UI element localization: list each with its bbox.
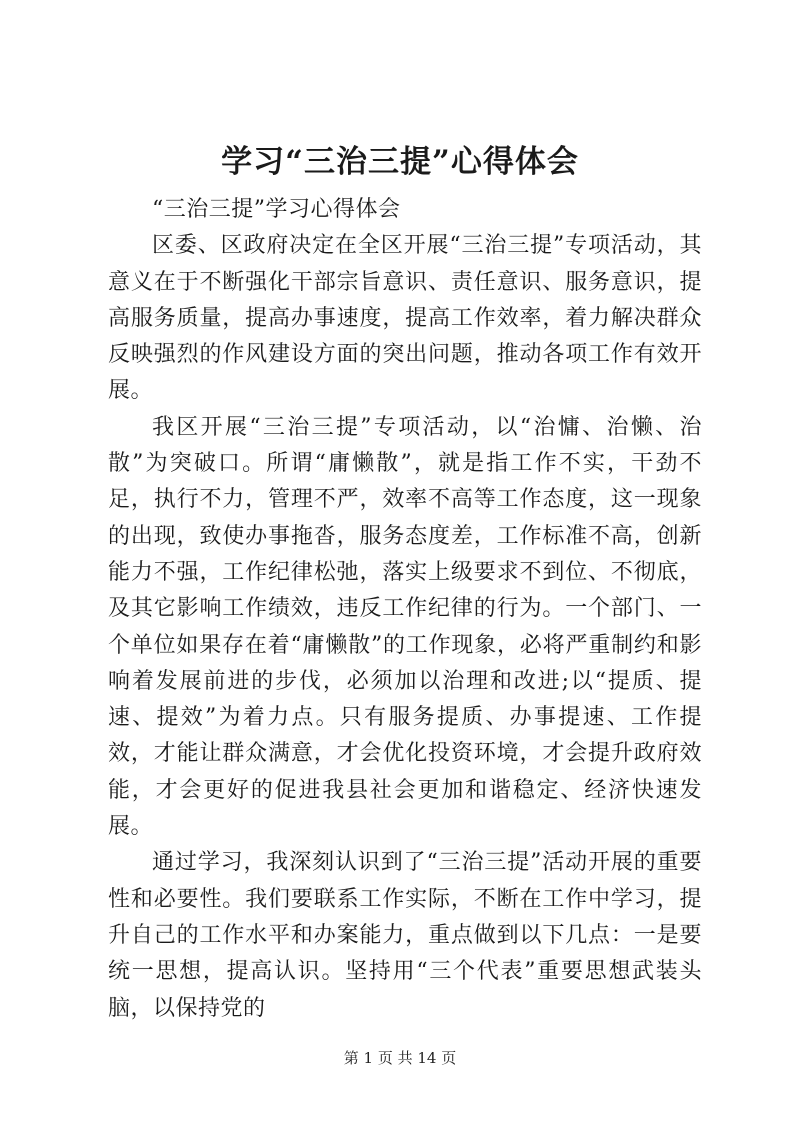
body-paragraph-3: 通过学习，我深刻认识到了“三治三提”活动开展的重要性和必要性。我们要联系工作实际，不断在工作中学习，提升自己的工作水平和办案能力，重点做到以下几点：一是要统一思想，提高认识。坚持用“三个代表”重要思想武装头脑，以保持党的 bbox=[108, 850, 702, 1021]
body-paragraph-2: 我区开展“三治三提”专项活动，以“治慵、治懒、治散”为突破口。所谓“庸懒散”，就是指工作不实，干劲不足，执行不力，管理不严，效率不高等工作态度，这一现象的出现，致使办事拖沓，服务态度差，工作标准不高，创新能力不强，工作纪律松弛，落实上级要求不到位、不彻底，及其它影响工作绩效，违反工作纪律的行为。一个部门、一个单位如果存在着“庸懒散”的工作现象，必将严重制约和影响着发展前进的步伐，必须加以治理和改进;以“提质、提速、提效”为着力点。只有服务提质、办事提速、工作提效，才能让群众满意，才会优化投资环境，才会提升政府效能，才会更好的促进我县社会更加和谐稳定、经济快速发展。 bbox=[108, 414, 702, 840]
document-title: 学习“三治三提”心得体会 bbox=[221, 144, 579, 180]
page-footer: 第 1 页 共 14 页 bbox=[343, 1049, 457, 1067]
body-paragraph-1: 区委、区政府决定在全区开展“三治三提”专项活动，其意义在于不断强化干部宗旨意识、责任意识、服务意识，提高服务质量，提高办事速度，提高工作效率，着力解决群众反映强烈的作风建设方面的突出问题，推动各项工作有效开展。 bbox=[108, 233, 702, 404]
document-body bbox=[108, 192, 702, 1027]
subtitle-paragraph: “三治三提”学习心得体会 bbox=[152, 197, 401, 222]
